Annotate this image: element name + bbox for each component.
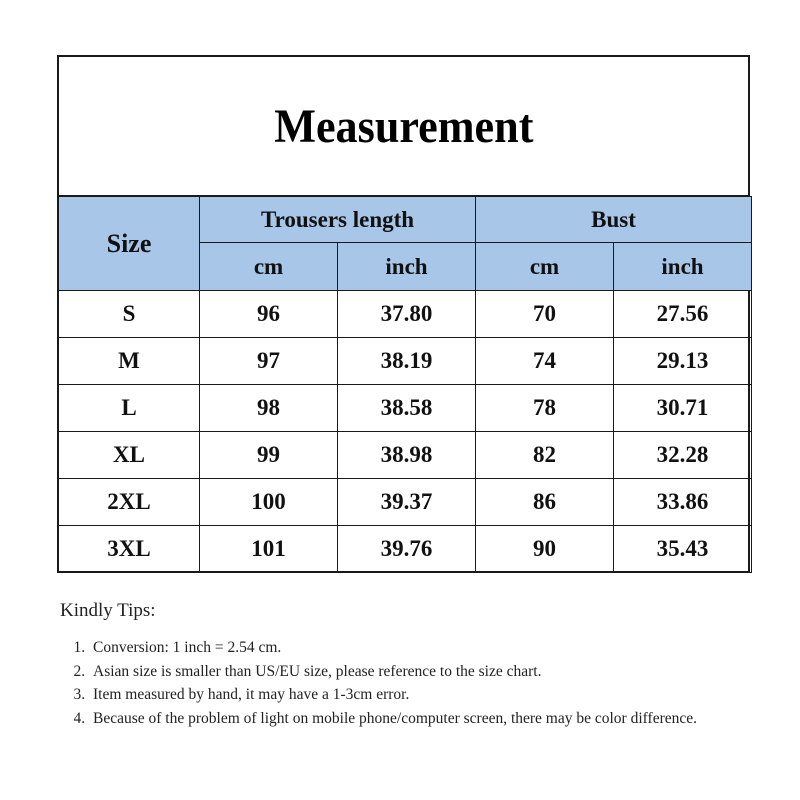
bust-inch-cell: 30.71 bbox=[614, 385, 752, 432]
trousers-inch-cell: 37.80 bbox=[338, 291, 476, 338]
bust-inch-cell: 27.56 bbox=[614, 291, 752, 338]
table-row bbox=[59, 291, 752, 338]
table-row bbox=[59, 338, 752, 385]
size-table bbox=[58, 196, 752, 573]
size-cell: 2XL bbox=[59, 479, 200, 526]
trousers-cm-cell: 97 bbox=[200, 338, 338, 385]
tip-item: 3. Item measured by hand, it may have a 1-3cm error. bbox=[89, 683, 739, 707]
header-row-groups bbox=[59, 197, 752, 243]
tips-section bbox=[60, 600, 739, 730]
trousers-inch-header: inch bbox=[338, 243, 476, 291]
title-section bbox=[59, 57, 748, 197]
size-cell: L bbox=[59, 385, 200, 432]
table-row bbox=[59, 432, 752, 479]
bust-cm-header: cm bbox=[476, 243, 614, 291]
size-cell: 3XL bbox=[59, 526, 200, 573]
trousers-cm-cell: 101 bbox=[200, 526, 338, 573]
bust-inch-header: inch bbox=[614, 243, 752, 291]
tips-title: Kindly Tips: bbox=[60, 600, 156, 621]
trousers-length-header: Trousers length bbox=[200, 197, 476, 243]
trousers-inch-cell: 38.58 bbox=[338, 385, 476, 432]
bust-cm-cell: 70 bbox=[476, 291, 614, 338]
bust-inch-cell: 32.28 bbox=[614, 432, 752, 479]
table-row bbox=[59, 479, 752, 526]
trousers-cm-cell: 100 bbox=[200, 479, 338, 526]
tip-item: 2. Asian size is smaller than US/EU size, please reference to the size chart. bbox=[89, 660, 739, 684]
bust-header: Bust bbox=[476, 197, 752, 243]
trousers-cm-cell: 98 bbox=[200, 385, 338, 432]
size-cell: S bbox=[59, 291, 200, 338]
bust-cm-cell: 82 bbox=[476, 432, 614, 479]
trousers-inch-cell: 38.19 bbox=[338, 338, 476, 385]
trousers-cm-header: cm bbox=[200, 243, 338, 291]
size-cell: XL bbox=[59, 432, 200, 479]
bust-cm-cell: 74 bbox=[476, 338, 614, 385]
table-row bbox=[59, 385, 752, 432]
size-cell: M bbox=[59, 338, 200, 385]
trousers-inch-cell: 39.37 bbox=[338, 479, 476, 526]
tip-item: 4. Because of the problem of light on mobile phone/computer screen, there may be color difference. bbox=[89, 707, 739, 731]
trousers-cm-cell: 96 bbox=[200, 291, 338, 338]
trousers-cm-cell: 99 bbox=[200, 432, 338, 479]
trousers-inch-cell: 38.98 bbox=[338, 432, 476, 479]
bust-cm-cell: 86 bbox=[476, 479, 614, 526]
size-header: Size bbox=[59, 197, 200, 291]
bust-inch-cell: 35.43 bbox=[614, 526, 752, 573]
tips-list bbox=[60, 636, 739, 730]
chart-title: Measurement bbox=[273, 99, 534, 153]
bust-inch-cell: 33.86 bbox=[614, 479, 752, 526]
bust-cm-cell: 90 bbox=[476, 526, 614, 573]
table-row bbox=[59, 526, 752, 573]
tip-item: 1. Conversion: 1 inch = 2.54 cm. bbox=[89, 636, 739, 660]
bust-cm-cell: 78 bbox=[476, 385, 614, 432]
trousers-inch-cell: 39.76 bbox=[338, 526, 476, 573]
bust-inch-cell: 29.13 bbox=[614, 338, 752, 385]
size-chart-frame bbox=[57, 55, 750, 573]
